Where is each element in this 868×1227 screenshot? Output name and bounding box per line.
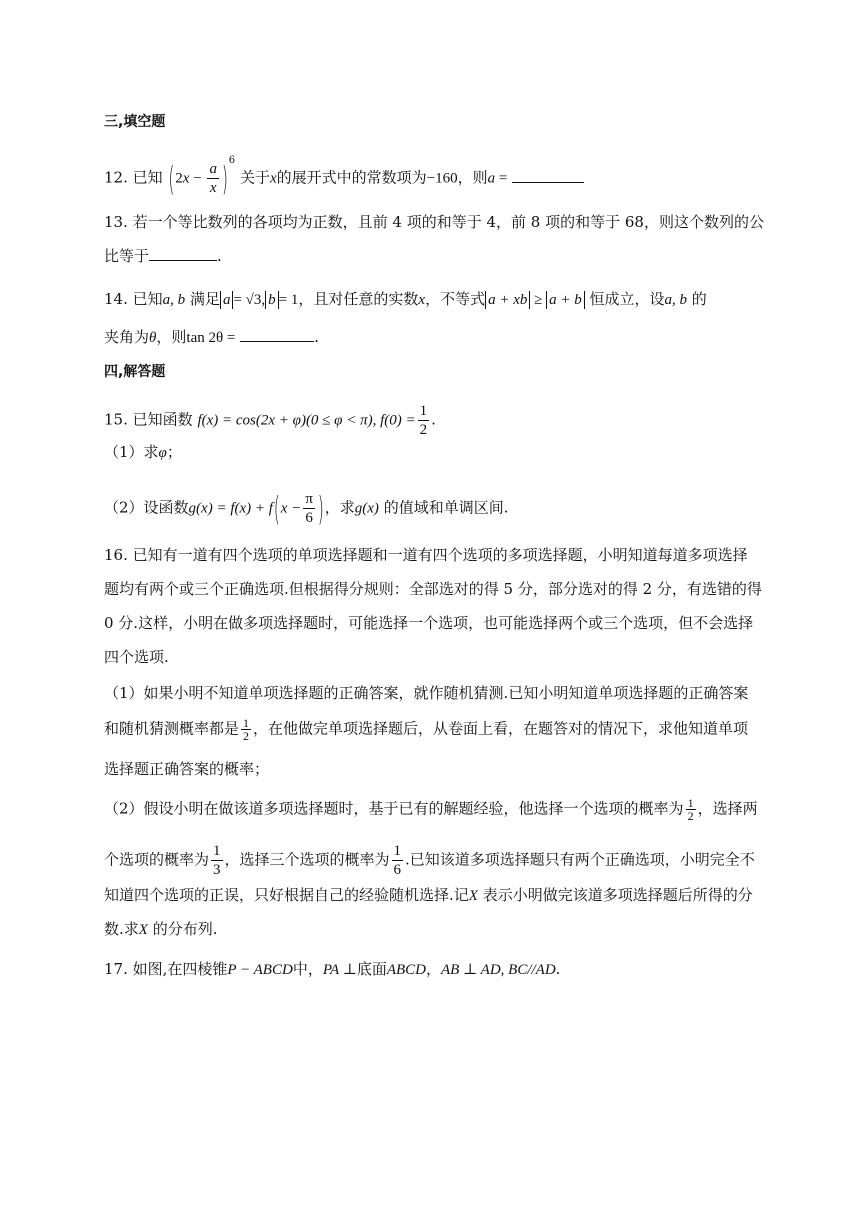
question-15 <box>104 402 436 439</box>
q17-base: 底面 <box>356 960 387 978</box>
q16-sixth-num: 1 <box>393 843 402 859</box>
q14-end: . <box>314 328 319 346</box>
q14-mid: ，且对任意的实数 <box>298 290 419 308</box>
q16-third-fraction <box>211 842 223 879</box>
question-15-part1 <box>104 442 182 463</box>
q17-pyramid: P − ABCD <box>227 962 293 978</box>
q15-p1-end: ； <box>166 443 182 461</box>
question-15-part2 <box>104 490 508 527</box>
q12-expr-a: 2 <box>175 170 183 187</box>
q14-post: 恒成立，设 <box>589 290 665 308</box>
q15-p2-expr: g(x) = f(x) + f <box>188 500 273 517</box>
q15-expr: f(x) = cos(2x + φ)(0 ≤ φ < π), f(0) = <box>197 412 416 429</box>
q14-x: x <box>418 292 426 308</box>
q12-pre: 已知 <box>132 168 163 187</box>
question-17 <box>104 959 560 980</box>
q14-theta: θ <box>149 330 157 346</box>
q16-half-den: 2 <box>243 729 250 743</box>
q16-p2-l1-post: ，选择两 <box>697 799 758 818</box>
q15-p1-var: φ <box>158 445 167 461</box>
q16-p2-l3-pre: 知道四个选项的正误，只好根据自己的经验随机选择.记 <box>104 886 469 904</box>
q14-line2-pre: 夹角为 <box>104 328 150 346</box>
q15-p2-fraction <box>303 490 315 527</box>
q13-line2-text: 比等于 <box>104 247 150 265</box>
q15-p2-lparen: ( <box>273 488 280 529</box>
q14-vectors2: a, b <box>664 292 688 308</box>
q15-number: 15. <box>104 410 128 429</box>
question-16-line2: 题均有两个或三个正确选项.但根据得分规则：全部选对的得 5 分，部分选对的得 2 分，有选错的得 <box>104 580 762 598</box>
q15-p2-rparen: ) <box>317 488 324 529</box>
q15-pre: 已知函数 <box>132 410 193 429</box>
q14-line2-mid: ，则 <box>156 328 187 346</box>
q12-mid: 关于 <box>239 168 270 187</box>
q16-p2-l4-pre: 数.求 <box>104 920 139 938</box>
q16-sixth-den: 6 <box>393 862 402 878</box>
q12-rparen: ) <box>221 158 228 199</box>
q16-third-den: 3 <box>213 862 221 878</box>
q14-tan: tan 2θ = <box>186 330 236 346</box>
q14-ge: ≥ <box>530 292 547 308</box>
q15-p2-pre: （2）设函数 <box>104 498 189 517</box>
q16-X2: X <box>138 922 148 938</box>
q15-frac-num: 1 <box>419 403 428 419</box>
q16-p2-half-num: 1 <box>687 796 694 810</box>
q12-value: −160 <box>426 170 458 187</box>
q12-exponent: 6 <box>228 154 236 166</box>
question-16-part1-line1: （1）如果小明不知道单项选择题的正确答案，就作随机猜测.已知小明知道单项选择题的正确答案 <box>104 684 749 702</box>
q16-half-num: 1 <box>243 716 250 730</box>
section-fill-heading: 三,填空题 <box>104 114 166 130</box>
q12-post: ，则 <box>457 168 488 187</box>
q15-p2-frac-den: 6 <box>305 510 313 526</box>
question-16-part1-line2 <box>104 717 748 742</box>
q12-answer-blank <box>512 168 584 183</box>
q17-cond1: PA ⊥ <box>322 962 357 978</box>
q16-p2-l2-post: .已知该道多项选择题只有两个正确选项，小明完全不 <box>405 850 755 869</box>
question-12 <box>104 154 584 199</box>
q12-expr-x: x <box>182 170 190 187</box>
q12-minus: − <box>189 170 206 187</box>
q12-frac-num: a <box>209 161 217 177</box>
q12-fraction <box>207 160 219 197</box>
q16-p2-half-fraction <box>686 797 696 822</box>
q16-third-num: 1 <box>213 843 221 859</box>
q15-fraction <box>418 402 430 439</box>
q16-p2-half-den: 2 <box>687 809 694 823</box>
q16-p1-l2-pre: 和随机猜测概率都是 <box>104 719 240 738</box>
q15-p2-g: g(x) <box>354 500 379 517</box>
question-16-line1: 16. 已知有一道有四个选项的单项选择题和一道有四个选项的多项选择题，小明知道每道多项选择 <box>104 546 748 564</box>
q12-var: x <box>269 170 277 187</box>
q16-p2-l1: （2）假设小明在做该道多项选择题时，基于已有的解题经验，他选择一个选项的概率为 <box>104 799 684 818</box>
q12-ans-var: a <box>487 170 496 187</box>
q12-frac-den: x <box>209 180 217 196</box>
q15-p2-end: 的值域和单调区间. <box>383 498 509 517</box>
q13-end: . <box>217 247 222 265</box>
q16-X: X <box>468 888 478 904</box>
q15-p2-inner: x − <box>280 500 302 517</box>
q16-p2-l3-post: 表示小明做完该道多项选择题后所得的分 <box>482 886 753 904</box>
q14-abs-b: b <box>265 291 279 309</box>
q14-abs-a: a <box>220 291 234 309</box>
question-13-line1: 13. 若一个等比数列的各项均为正数，且前 4 项的和等于 4，前 8 项的和等于 68，则这个数列的公 <box>104 213 764 231</box>
question-16-part1-line3: 选择题正确答案的概率； <box>104 760 270 778</box>
question-16-line3: 0 分.这样，小明在做多项选择题时，可能选择一个选项，也可能选择两个或三个选项，但不会选择 <box>104 614 754 632</box>
q15-p2-mid: ，求 <box>324 498 355 517</box>
q12-mid2: 的展开式中的常数项为 <box>276 168 427 187</box>
q14-ineq-right: a + b <box>546 291 585 309</box>
q13-answer-blank <box>149 246 217 261</box>
q16-sixth-fraction <box>392 842 404 879</box>
question-16-line4: 四个选项. <box>104 648 169 666</box>
question-13-line2 <box>104 246 222 266</box>
q17-end: . <box>555 960 561 978</box>
q15-frac-den: 2 <box>419 422 428 438</box>
q16-p1-l2-post: ，在他做完单项选择题后，从卷面上看，在题答对的情况下，求他知道单项 <box>253 719 749 738</box>
question-16-part2-line4 <box>104 919 218 940</box>
q15-end: . <box>431 410 436 429</box>
q12-eq: = <box>495 170 508 187</box>
q16-p2-l2-pre: 个选项的概率为 <box>104 850 210 869</box>
q14-ineq-left: a + xb <box>485 291 530 309</box>
section-solve-heading: 四,解答题 <box>104 364 166 380</box>
q14-vectors: a, b <box>162 292 186 308</box>
q14-answer-blank <box>240 327 314 342</box>
q14-number: 14. <box>104 290 128 308</box>
q14-pre: 已知 <box>132 290 163 308</box>
q17-mid: 中， <box>292 960 323 978</box>
q12-lparen: ( <box>168 158 175 199</box>
q16-half-fraction <box>241 717 251 742</box>
question-14-line2 <box>104 327 319 348</box>
question-16-part2-line2 <box>104 842 755 879</box>
question-16-part2-line3 <box>104 885 753 906</box>
q14-mid2: ，不等式 <box>425 290 486 308</box>
q17-abcd: ABCD <box>386 962 426 978</box>
question-16-part2-line1 <box>104 797 758 822</box>
q14-satisfy: 满足 <box>189 290 220 308</box>
q17-comma: ， <box>426 960 442 978</box>
q17-cond2: AB ⊥ AD, BC//AD <box>441 962 556 978</box>
q16-p2-l2-mid: ，选择三个选项的概率为 <box>224 850 390 869</box>
q16-p2-l4-post: 的分布列. <box>152 920 218 938</box>
q14-cond2: = 1 <box>278 292 299 308</box>
q14-post2: 的 <box>691 290 707 308</box>
question-14-line1 <box>104 289 707 310</box>
q12-number: 12. <box>104 168 128 187</box>
q14-cond1: = √3, <box>233 292 266 308</box>
q15-p2-frac-num: π <box>305 491 313 507</box>
q17-pre: 17. 如图,在四棱锥 <box>104 960 228 978</box>
q15-p1: （1）求 <box>104 443 159 461</box>
